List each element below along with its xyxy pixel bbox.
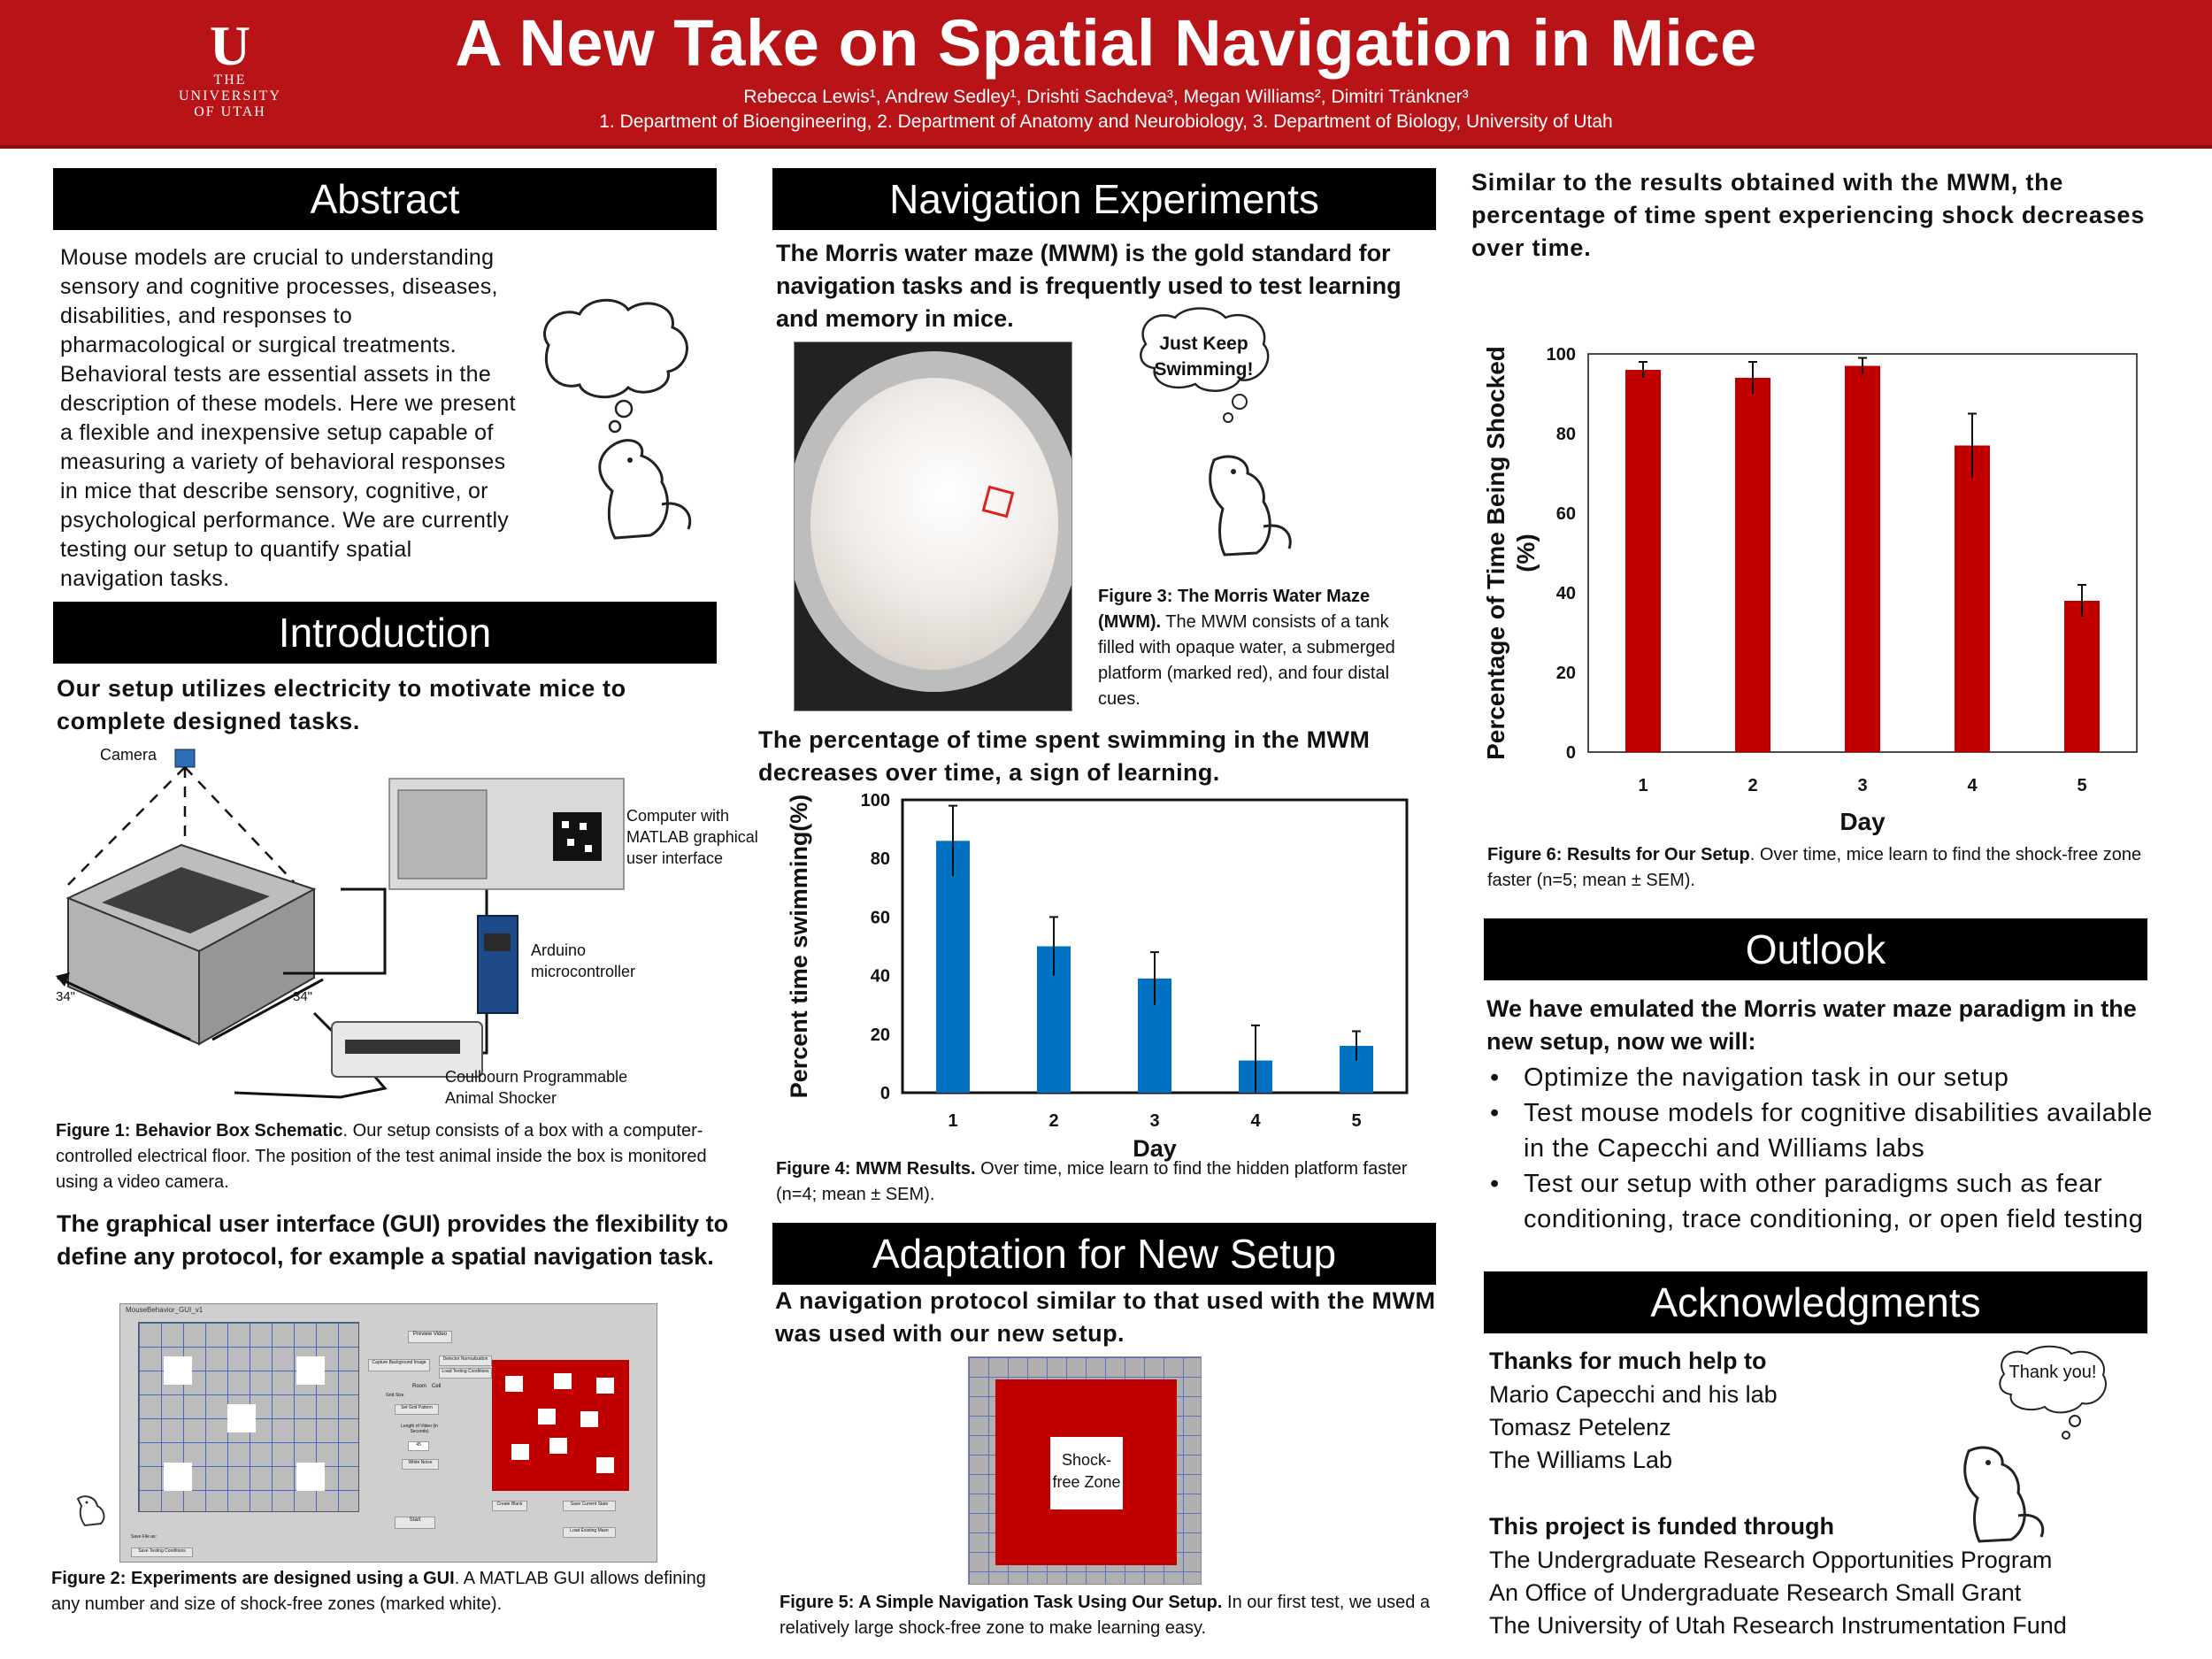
logo-line-1: THE (213, 73, 247, 88)
x-tick-label: 1 (948, 1111, 958, 1131)
thinking-mouse-illustration (531, 292, 708, 549)
y-axis-label: Percentage of Time Being Shocked (1482, 346, 1509, 760)
figure5-caption-text: In our first test, we used a relatively large shock-free zone to make learning easy. (780, 1593, 1431, 1638)
figure3-caption-text: The MWM consists of a tank filled with opaque water, a submerged platform (marked red), and four distal cues. (1098, 612, 1395, 709)
funded-item: The Undergraduate Research Opportunities Program (1489, 1547, 2053, 1573)
thanks-item: Tomasz Petelenz (1489, 1414, 1671, 1440)
y-axis-label-group (786, 795, 812, 1099)
x-tick-label: 1 (1638, 776, 1648, 795)
figure4-caption-text: Over time, mice learn to find the hidden platform faster (n=4; mean ± SEM). (776, 1159, 1408, 1204)
small-mouse-doodle-icon (69, 1488, 111, 1531)
gui-window-title: MouseBehavior_GUI_v1 (126, 1306, 204, 1314)
x-tick-label: 2 (1747, 776, 1758, 795)
logo-line-3: OF UTAH (194, 104, 266, 119)
figure5-caption-title: Figure 5: A Simple Navigation Task Using Our Setup. (780, 1593, 1223, 1612)
figure2-caption (51, 1566, 715, 1617)
y-tick-label: 40 (1555, 584, 1576, 603)
figure4-caption (776, 1156, 1448, 1208)
outlook-lead: We have emulated the Morris water maze paradigm in the new setup, now we will: (1486, 995, 2137, 1055)
x-axis-label: Day (1133, 1135, 1177, 1162)
label-arduino: Arduino microcontroller (531, 941, 636, 980)
swimming-mouse-illustration (1205, 447, 1338, 580)
thanks-title: Thanks for much help to (1489, 1348, 1767, 1374)
adaptation-lead: A navigation protocol similar to that used with the MWM was used with our new setup. (775, 1287, 1436, 1347)
abstract-heading: Abstract (53, 168, 717, 230)
label-dimension-right: 34" (293, 989, 313, 1004)
figure2-gui-screenshot (119, 1303, 657, 1563)
arduino-board (478, 916, 518, 1013)
figure4-caption-title: Figure 4: MWM Results. (776, 1159, 976, 1179)
outlook-heading: Outlook (1484, 918, 2147, 980)
gui-capture-button[interactable]: Capture Background Image (368, 1359, 430, 1371)
gui-camera-view (138, 1322, 359, 1512)
bar (1955, 446, 1990, 753)
figure6-caption (1487, 842, 2160, 894)
x-tick-label: 3 (1149, 1111, 1160, 1131)
logo-letter: U (209, 14, 251, 77)
figure1-behavior-box-schematic (49, 739, 739, 1110)
y-tick-label: 20 (1555, 664, 1576, 683)
x-tick-label: 5 (1351, 1111, 1362, 1131)
funded-list (1489, 1544, 2179, 1642)
navigation-lead: The Morris water maze (MWM) is the gold standard for navigation tasks and is frequently used to test learning and memory in mice. (776, 240, 1402, 332)
figure1-caption-text: . Our setup consists of a box with a computer-controlled electrical floor. The position of the test animal inside the box is monitored using a video camera. (56, 1121, 707, 1192)
gui-save-current-button[interactable]: Save Current State (563, 1501, 616, 1511)
thanks-list (1489, 1379, 2020, 1477)
bar (1845, 366, 1880, 753)
gui-save-file-label: Save File as: (131, 1534, 157, 1540)
label-camera: Camera (100, 746, 157, 764)
label-shocker: Coulbourn Programmable Animal Shocker (445, 1068, 628, 1107)
thank-you-bubble (1995, 1343, 2110, 1423)
gui-grid-size-label: Grid Size (386, 1393, 404, 1398)
gui-room-label: Room (412, 1384, 427, 1389)
gui-preview-button[interactable]: Preview Video (408, 1331, 452, 1343)
adaptation-heading: Adaptation for New Setup (772, 1223, 1436, 1285)
bar (2064, 601, 2100, 752)
results-lead: Similar to the results obtained with the MWM, the percentage of time spent experiencing shock decreases over time. (1471, 169, 2146, 261)
label-computer: Computer with MATLAB graphical user interface (626, 807, 758, 867)
x-tick-label: 2 (1048, 1111, 1059, 1131)
camera-icon (175, 749, 195, 767)
mwm-chart-lead: The percentage of time spent swimming in the MWM decreases over time, a sign of learning. (758, 726, 1371, 786)
bubble-text: Just Keep Swimming! (1154, 334, 1254, 380)
y-axis-label: (%) (1512, 534, 1540, 572)
gui-set-grid-button[interactable]: Set Grid Pattern (395, 1404, 439, 1415)
outlook-item: • Test mouse models for cognitive disabilities available in the Capecchi and Williams labs (1486, 1095, 2159, 1166)
gui-cell-label: Cell (432, 1384, 442, 1389)
affiliations: 1. Department of Bioengineering, 2. Department of Anatomy and Neurobiology, 3. Department of Biology, University of Utah (599, 111, 1613, 132)
y-tick-label: 80 (870, 849, 890, 870)
x-axis-label: Day (1839, 808, 1886, 835)
x-tick-label: 5 (2077, 776, 2087, 795)
figure2-caption-text: . A MATLAB GUI allows defining any number and size of shock-free zones (marked white). (51, 1569, 706, 1614)
x-tick-label: 3 (1857, 776, 1868, 795)
label-dimension-left: 34" (56, 989, 76, 1004)
figure6-caption-title: Figure 6: Results for Our Setup (1487, 845, 1750, 864)
y-axis-label-group (1482, 346, 1540, 760)
poster-title: A New Take on Spatial Navigation in Mice (455, 6, 1757, 80)
figure5-caption (780, 1590, 1443, 1641)
gui-maze-preview (492, 1360, 629, 1491)
outlook-item: • Optimize the navigation task in our setup (1486, 1060, 2159, 1095)
y-tick-label: 0 (1565, 743, 1576, 763)
logo-line-2: UNIVERSITY (179, 88, 281, 104)
outlook-item: • Test our setup with other paradigms such as fear conditioning, trace conditioning, or open field testing (1486, 1166, 2159, 1237)
gui-create-blank-button[interactable]: Create Blank (492, 1501, 527, 1511)
gui-load-existing-button[interactable]: Load Existing Maze (563, 1527, 616, 1538)
acknowledgments-heading: Acknowledgments (1484, 1271, 2147, 1333)
y-axis-label: Percent time swimming(%) (786, 794, 812, 1099)
y-tick-label: 60 (870, 908, 890, 928)
y-tick-label: 0 (879, 1084, 890, 1103)
bar (936, 841, 970, 1093)
thanks-item: The Williams Lab (1489, 1447, 1673, 1473)
y-tick-label: 100 (860, 791, 890, 810)
thanks-item: Mario Capecchi and his lab (1489, 1381, 1778, 1408)
gui-detector-button[interactable]: Detector Normalization (439, 1356, 492, 1366)
navigation-heading: Navigation Experiments (772, 168, 1436, 230)
figure6-caption-text: . Over time, mice learn to find the shock-free zone faster (n=5; mean ± SEM). (1487, 845, 2142, 890)
figure1-caption-title: Figure 1: Behavior Box Schematic (56, 1121, 343, 1141)
figure3-caption-title: Figure 3: The Morris Water Maze (MWM). (1098, 587, 1371, 632)
x-tick-label: 4 (1250, 1111, 1261, 1131)
gui-start-button[interactable]: Start (395, 1517, 435, 1529)
gui-length-label: Length of Video (in Seconds) (401, 1424, 438, 1434)
introduction-heading: Introduction (53, 602, 717, 664)
y-tick-label: 100 (1546, 345, 1576, 365)
figure4-mwm-results-chart (779, 787, 1433, 1168)
introduction-lead: Our setup utilizes electricity to motivate mice to complete designed tasks. (57, 675, 626, 734)
funded-item: An Office of Undergraduate Research Small Grant (1489, 1579, 2022, 1606)
speech-bubble (1135, 304, 1277, 411)
bar (1735, 378, 1770, 752)
shock-free-zone: Shock-free Zone (1050, 1437, 1123, 1509)
figure1-caption (56, 1118, 728, 1195)
figure2-caption-title: Figure 2: Experiments are designed using a GUI (51, 1569, 455, 1588)
gui-save-testing-button[interactable]: Save Testing Conditions (131, 1548, 193, 1557)
gui-white-noise-button[interactable]: White Noise (402, 1459, 439, 1470)
x-tick-label: 4 (1967, 776, 1978, 795)
abstract-text: Mouse models are crucial to understanding sensory and cognitive processes, diseases, disabilities, and responses to pharmacological or surgical treatments. Behavioral tests are essential assets in the description of these models. Here we present a flexible and inexpensive setup capable of measuring a variety of behavioral responses in mice that describe sensory, cognitive, or psychological performance. We are currently testing our setup to quantify spatial navigation tasks. (60, 245, 516, 591)
y-tick-label: 20 (870, 1025, 890, 1045)
figure5-navigation-task-photo (968, 1356, 1202, 1585)
funded-item: The University of Utah Research Instrumentation Fund (1489, 1612, 2067, 1639)
outlook-list (1486, 1060, 2159, 1237)
gui-length-input[interactable]: 45 (408, 1441, 429, 1451)
thank-you-text: Thank you! (2008, 1363, 2097, 1382)
bar (1625, 370, 1661, 752)
y-tick-label: 40 (870, 966, 890, 987)
y-tick-label: 80 (1555, 425, 1576, 444)
y-tick-label: 60 (1555, 504, 1576, 524)
figure3-caption (1098, 584, 1425, 712)
author-list: Rebecca Lewis¹, Andrew Sedley¹, Drishti Sachdeva³, Megan Williams², Dimitri Tränkner³ (743, 87, 1469, 107)
funded-title: This project is funded through (1489, 1513, 1834, 1540)
gui-load-testing-button[interactable]: Load Testing Conditions (439, 1368, 492, 1379)
figure6-shock-results-chart (1478, 336, 2159, 841)
gui-lead: The graphical user interface (GUI) provides the flexibility to define any protocol, for example a spatial navigation task. (57, 1210, 729, 1270)
figure3-mwm-photo (794, 342, 1072, 711)
